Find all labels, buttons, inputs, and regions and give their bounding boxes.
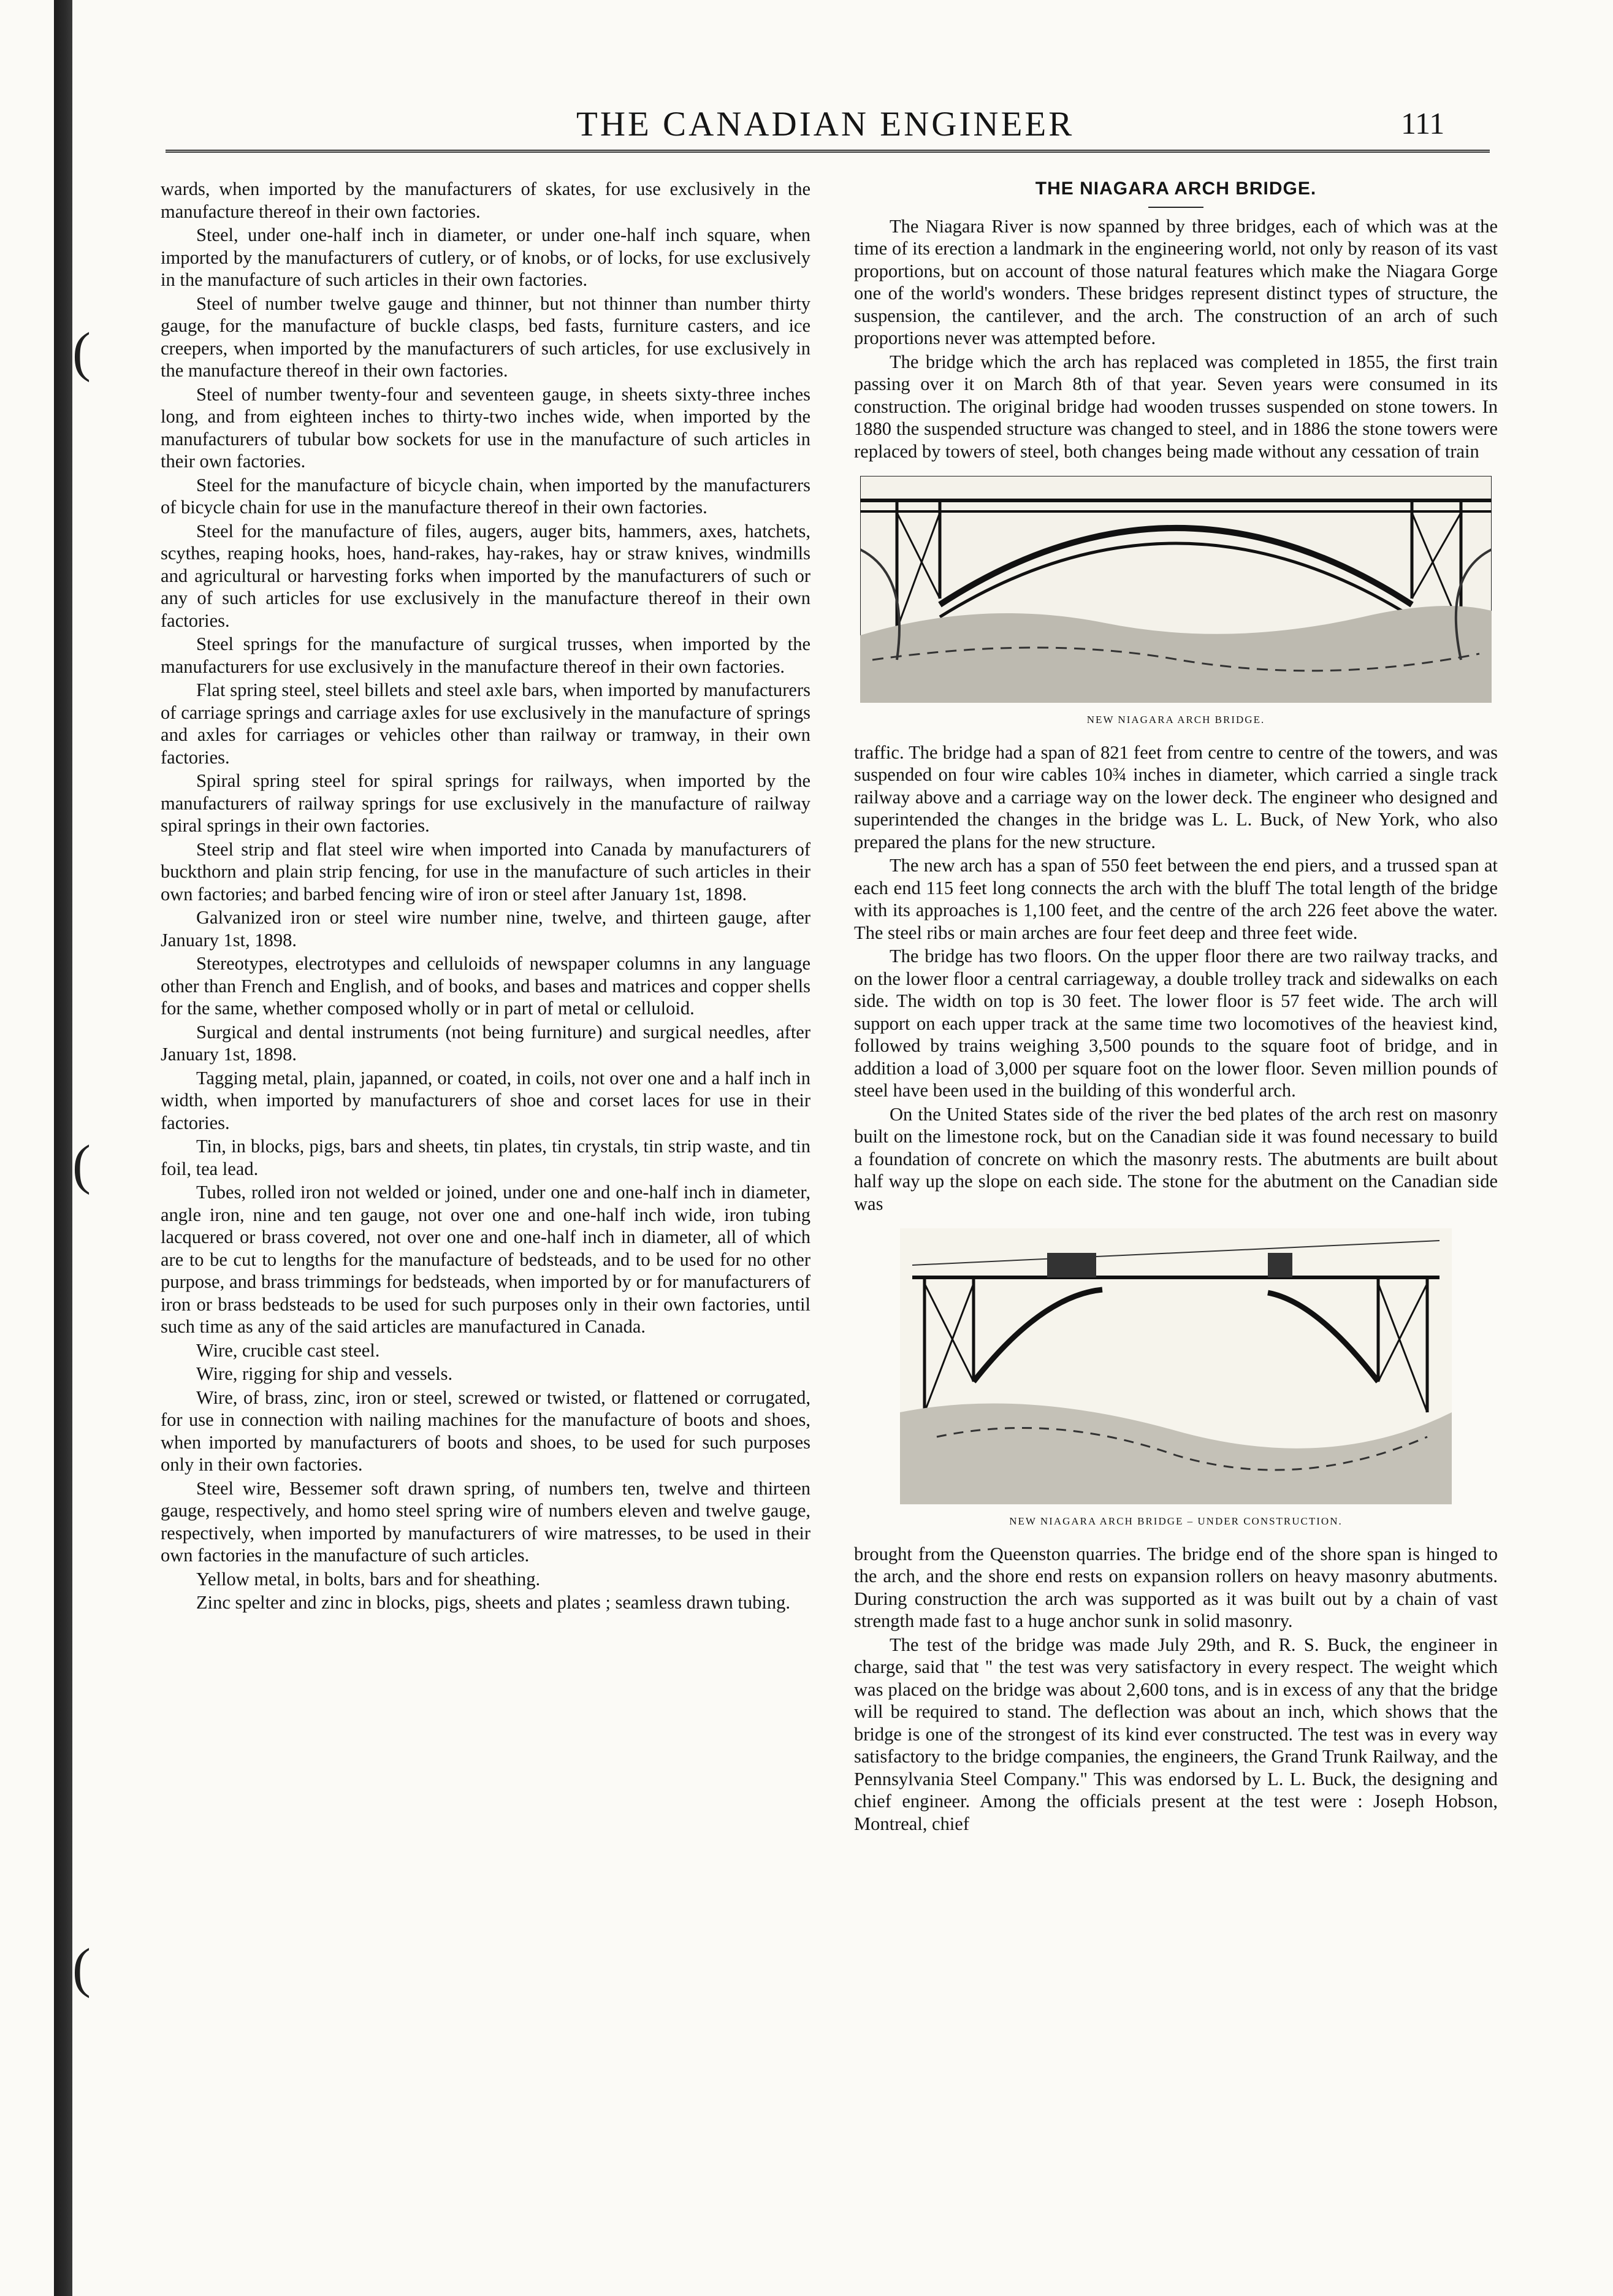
- paragraph: Spiral spring steel for spiral springs for railways, when imported by the manufacturers of railway springs for use exclusively in the manufacture of railway spiral springs in their own factories.: [161, 770, 810, 836]
- arch-bridge-illustration: [860, 476, 1492, 703]
- paragraph: Steel for the manufacture of files, augers, auger bits, hammers, axes, hatchets, scythes, reaping hooks, hoes, hand-rakes, hay-rakes, hay or straw knives, windmills and agricultural or harvesting forks when imported by the manufacturers of such or any of such articles for use exclusively in the manufacture thereof in their own factories.: [161, 520, 810, 631]
- paragraph: wards, when imported by the manufacturers of skates, for use exclusively in the manufacture thereof in their own factories.: [161, 178, 810, 222]
- title-rule: [1148, 207, 1203, 208]
- paragraph: Steel, under one-half inch in diameter, or under one-half inch square, when imported by the manufacturers of cutlery, or of knobs, or of locks, for use exclusively in the manufacture of such articles in their own factories.: [161, 224, 810, 290]
- paragraph: Steel of number twelve gauge and thinner, but not thinner than number thirty gauge, for the manufacture of buckle clasps, bed fasts, furniture casters, and ice creepers, when imported by the manufacturers of such articles, for use exclusively in the manufacture thereof in their own factories.: [161, 293, 810, 381]
- paragraph: brought from the Queenston quarries. The bridge end of the shore span is hinged to the arch, and the shore end rests on expansion rollers on heavy masonry abutments. During construction the arch was supported as it was built out by a chain of vast strength made fast to a huge anchor sunk in solid masonry.: [854, 1543, 1498, 1631]
- paragraph: Steel wire, Bessemer soft drawn spring, of numbers ten, twelve and thirteen gauge, respectively, and homo steel spring wire of numbers eleven and twelve gauge, respectively, when imported by manufacturers of wire matresses, to be used in their own factories in the manufacture of such articles.: [161, 1477, 810, 1566]
- paragraph: The bridge has two floors. On the upper floor there are two railway tracks, and on the lower floor a central carriageway, a double trolley track and sidewalks on each side. The width on top is 30 feet. The lower floor is 57 feet wide. The arch will support on each upper track at the same time two locomotives of the heaviest kind, followed by trains weighing 3,500 pounds to the square foot of bridge, and in addition a load of 3,000 per square foot on the lower floor. Seven million pounds of steel have been used in the building of this wonderful arch.: [854, 946, 1498, 1101]
- paragraph: Yellow metal, in bolts, bars and for sheathing.: [196, 1568, 541, 1590]
- paragraph: Zinc spelter and zinc in blocks, pigs, sheets and plates ; seamless drawn tubing.: [196, 1592, 791, 1613]
- figure-caption: NEW NIAGARA ARCH BRIDGE – UNDER CONSTRUCTION.: [1009, 1515, 1343, 1527]
- binding-mark: (: [72, 322, 91, 383]
- paragraph: Tubes, rolled iron not welded or joined, under one and one-half inch in diameter, angle iron, nine and ten gauge, not over one and one-half inch wide, iron tubing lacquered or brass covered, not over one and one-half inch in diameter, all of which are to be cut to lengths for the manufacture of bedsteads, and to be used for no other purpose, and brass trimmings for bedsteads, when imported by or for manufacturers of iron or brass bedsteads to be used for such purposes only in their own factories, until such time as any of the said articles are manufactured in Canada.: [161, 1182, 810, 1337]
- paragraph: Wire, rigging for ship and vessels.: [196, 1363, 453, 1384]
- paragraph: traffic. The bridge had a span of 821 feet from centre to centre of the towers, and was suspended on four wire cables 10¾ inches in diameter, which carried a single track railway above and a carriage way on the lower deck. The engineer who designed and superintended the changes in the bridge was L. L. Buck, of New York, who also prepared the plans for the new structure.: [854, 741, 1498, 852]
- figure-caption: NEW NIAGARA ARCH BRIDGE.: [1086, 714, 1265, 725]
- paragraph: Tagging metal, plain, japanned, or coated, in coils, not over one and a half inch in width, when imported by manufacturers of shoe and corset laces for use in their factories.: [161, 1067, 810, 1133]
- paragraph: Wire, crucible cast steel.: [196, 1339, 380, 1361]
- page-number: 111: [1401, 106, 1445, 140]
- header-rule: [166, 150, 1490, 153]
- paragraph: The Niagara River is now spanned by three bridges, each of which was at the time of its erection a landmark in the engineering world, not only by reason of its vast proportions, but on account of those natural features which make the Niagara Gorge one of the world's wonders. These bridges represent distinct types of structure, the suspension, the cantilever, and the arch. The construction of an arch of such proportions never was attempted before.: [854, 215, 1498, 348]
- figure-bridge-construction: [854, 1228, 1498, 1504]
- paragraph: Steel of number twenty-four and seventeen gauge, in sheets sixty-three inches long, and from eighteen inches to thirty-two inches wide, when imported by the manufacturers of tubular bow sockets for use in the manufacture of such articles in their own factories.: [161, 383, 810, 472]
- paragraph: Flat spring steel, steel billets and steel axle bars, when imported by manufacturers of carriage springs and carriage axles for use exclusively in the manufacture of springs and axles for carriages or vehicles other than railway or tramway, in their own factories.: [161, 679, 810, 768]
- paragraph: Steel strip and flat steel wire when imported into Canada by manufacturers of buckthorn and plain strip fencing, for use in the manufacture of such articles in their own factories; and barbed fencing wire of iron or steel after January 1st, 1898.: [161, 838, 810, 905]
- right-column: [854, 178, 1498, 1835]
- paragraph: On the United States side of the river the bed plates of the arch rest on masonry built on the limestone rock, but on the Canadian side it was found necessary to build a foundation of concrete on which the masonry rests. The abutments are built about half way up the slope on each side. The stone for the abutment on the Canadian side was: [854, 1103, 1498, 1214]
- bridge-construction-illustration: [900, 1228, 1452, 1504]
- page-binding-edge: [54, 0, 72, 2296]
- paragraph: Stereotypes, electrotypes and celluloids of newspaper columns in any language other than French and English, and of books, and bases and matrices and copper shells for the same, whether composed wholly or in part of metal or celluloid.: [161, 953, 810, 1019]
- paragraph: The new arch has a span of 550 feet between the end piers, and a trussed span at each end 115 feet long connects the arch with the bluff The total length of the bridge with its approaches is 1,100 feet, and the centre of the arch 226 feet above the water. The steel ribs or main arches are four feet deep and three feet wide.: [854, 855, 1498, 943]
- article-title: THE NIAGARA ARCH BRIDGE.: [1035, 178, 1317, 199]
- paragraph: Galvanized iron or steel wire number nine, twelve, and thirteen gauge, after January 1st, 1898.: [161, 907, 810, 951]
- paragraph: Wire, of brass, zinc, iron or steel, screwed or twisted, or flattened or corrugated, for use in connection with nailing machines for the manufacture of boots and shoes, when imported by manufacturers of boots and shoes, to be used for such purposes only in their own factories.: [161, 1387, 810, 1475]
- paragraph: Tin, in blocks, pigs, bars and sheets, tin plates, tin crystals, tin strip waste, and tin foil, tea lead.: [161, 1136, 810, 1179]
- paragraph: Surgical and dental instruments (not being furniture) and surgical needles, after January 1st, 1898.: [161, 1021, 810, 1065]
- paragraph: Steel for the manufacture of bicycle chain, when imported by the manufacturers of bicycle chain for use in the manufacture thereof in their own factories.: [161, 474, 810, 518]
- paragraph: Steel springs for the manufacture of surgical trusses, when imported by the manufacturers for use exclusively in the manufacture thereof in their own factories.: [161, 633, 810, 677]
- binding-mark: (: [72, 1938, 91, 1999]
- paragraph: The test of the bridge was made July 29th, and R. S. Buck, the engineer in charge, said that " the test was very satisfactory in every respect. The weight which was placed on the bridge was about 2,600 tons, and is in excess of any that the bridge will be required to stand. The deflection was about an inch, which shows that the bridge is one of the strongest of its kind ever constructed. The test was in every way satisfactory to the bridge companies, the engineers, the Grand Trunk Railway, and the Pennsylvania Steel Company." This was endorsed by L. L. Buck, the designing and chief engineer. Among the officials present at the test were : Joseph Hobson, Montreal, chief: [854, 1634, 1498, 1834]
- left-column: [161, 178, 810, 1614]
- paragraph: The bridge which the arch has replaced was completed in 1855, the first train passing over it on March 8th of that year. Seven years were consumed in its construction. The original bridge had wooden trusses suspended on stone towers. In 1880 the suspended structure was changed to steel, and in 1886 the stone towers were replaced by towers of steel, both changes being made without any cessation of train: [854, 351, 1498, 462]
- binding-mark: (: [72, 1135, 91, 1195]
- figure-arch-bridge: [854, 476, 1498, 703]
- running-head: THE CANADIAN ENGINEER: [576, 105, 1075, 144]
